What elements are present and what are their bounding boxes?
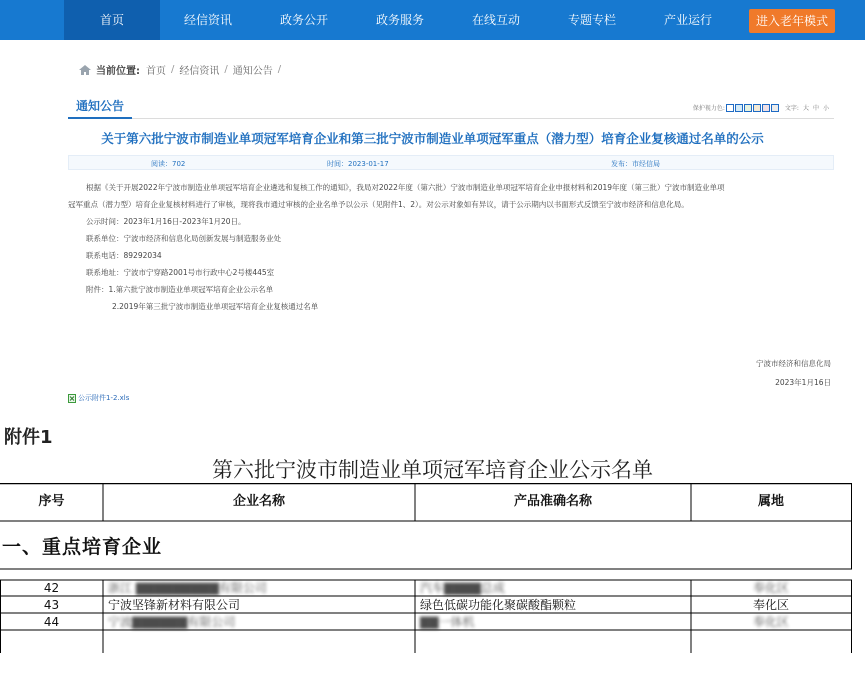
reading-tools xyxy=(693,103,829,112)
breadcrumb-separator: / xyxy=(224,64,228,75)
read-count: 阅读：702 xyxy=(151,160,186,168)
paragraph-line-2: 冠军重点（潜力型）培育企业复核材料进行了审核，现将我市通过审核的企业名单予以公示（见附件1、2）。对公示对象如有异议，请于公示期内以书面形式反馈至宁波市经济和信息化局。 xyxy=(68,200,689,209)
paragraph-line-1: 根据《关于开展2022年宁波市制造业单项冠军培育企业遴选和复核工作的通知》，我局对2022年度（第六批）宁波市制造业单项冠军培育企业申报材料和2019年度（第三批）宁波市制造业单项 xyxy=(86,183,725,192)
attachment-1: 附件：1.第六批宁波市制造业单项冠军培育企业公示名单 xyxy=(86,285,274,294)
elder-mode-button[interactable]: 进入老年模式 xyxy=(749,9,835,33)
color-swatch-gray[interactable] xyxy=(771,104,779,112)
attachment-file-link[interactable] xyxy=(68,393,129,403)
col-header-region: 属地 xyxy=(757,494,784,509)
eye-care-label: 保护视力色: xyxy=(692,105,725,112)
font-size-medium[interactable]: 中 xyxy=(812,105,819,112)
company-name: 宁波坚锋新材料有限公司 xyxy=(108,598,241,612)
annex-label: 附件1 xyxy=(4,427,53,448)
attachment-2: 2.2019年第三批宁波市制造业单项冠军培育企业复核通过名单 xyxy=(112,302,319,311)
col-header-no: 序号 xyxy=(38,494,65,509)
product-name: 汽车▇▇▇▇总成 xyxy=(420,581,505,595)
color-swatch-pink[interactable] xyxy=(762,104,770,112)
company-name: 宁波▇▇▇▇▇▇有限公司 xyxy=(108,615,236,629)
article-meta xyxy=(68,155,834,170)
group-title: 一、重点培育企业 xyxy=(2,536,163,558)
region: 奉化区 xyxy=(752,598,789,612)
col-header-product: 产品准确名称 xyxy=(513,494,592,509)
color-swatch-green[interactable] xyxy=(744,104,752,112)
color-swatch-white[interactable] xyxy=(726,104,734,112)
contact-address: 联系地址：宁波市宁穿路2001号市行政中心2号楼445室 xyxy=(86,268,275,277)
font-size-large[interactable]: 大 xyxy=(802,105,809,112)
nav-item-interaction[interactable]: 在线互动 xyxy=(471,13,520,27)
contact-phone: 联系电话：89292034 xyxy=(86,251,162,260)
breadcrumb-separator: / xyxy=(277,64,282,75)
breadcrumb-notices[interactable]: 通知公告 xyxy=(232,66,273,77)
publisher: 发布：市经信局 xyxy=(611,160,660,168)
publicity-period: 公示时间：2023年1月16日-2023年1月20日。 xyxy=(86,217,246,226)
row-number: 42 xyxy=(43,581,60,595)
article-title: 关于第六批宁波市制造业单项冠军培育企业和第三批宁波市制造业单项冠军重点（潜力型）培育企业复核通过名单的公示 xyxy=(101,131,764,146)
publish-time: 时间：2023-01-17 xyxy=(327,160,389,168)
breadcrumb-separator: / xyxy=(171,64,175,75)
nav-item-gov-service[interactable]: 政务服务 xyxy=(375,13,424,27)
breadcrumb-news[interactable]: 经信资讯 xyxy=(179,66,220,77)
breadcrumb xyxy=(78,62,286,77)
location-icon xyxy=(78,64,92,76)
excel-file-icon xyxy=(68,394,76,403)
color-swatch-blue[interactable] xyxy=(735,104,743,112)
contact-unit: 联系单位：宁波市经济和信息化局创新发展与制造服务业处 xyxy=(86,234,281,243)
section-divider xyxy=(68,118,834,119)
region: 奉化区 xyxy=(752,581,789,595)
nav-item-home[interactable]: 首页 xyxy=(64,0,160,40)
company-name: 浙江 ▇▇▇▇▇▇▇▇▇有限公司 xyxy=(108,581,267,595)
signature-org: 宁波市经济和信息化局 xyxy=(756,359,831,368)
nav-item-open-gov[interactable]: 政务公开 xyxy=(279,13,328,27)
col-header-company: 企业名称 xyxy=(232,494,285,509)
signature-date: 2023年1月16日 xyxy=(775,378,831,387)
attachment-file-name: 公示附件1-2.xls xyxy=(78,394,130,402)
section-tab-notices[interactable]: 通知公告 xyxy=(68,97,132,119)
nav-item-topics[interactable]: 专题专栏 xyxy=(567,13,616,27)
product-name: 绿色低碳功能化聚碳酸酯颗粒 xyxy=(420,598,577,612)
product-name: ▇▇一体机 xyxy=(420,615,475,629)
font-size-label: 文字: xyxy=(784,105,799,112)
sheet-title: 第六批宁波市制造业单项冠军培育企业公示名单 xyxy=(212,458,653,482)
top-nav xyxy=(0,0,865,40)
nav-item-news[interactable]: 经信资讯 xyxy=(183,13,232,27)
color-swatch-yellow[interactable] xyxy=(753,104,761,112)
region: 奉化区 xyxy=(752,615,789,629)
breadcrumb-home[interactable]: 首页 xyxy=(146,66,166,77)
font-size-small[interactable]: 小 xyxy=(822,105,829,112)
row-number: 43 xyxy=(43,598,60,612)
breadcrumb-label: 当前位置: xyxy=(96,66,140,77)
nav-item-industry[interactable]: 产业运行 xyxy=(663,13,712,27)
row-number: 44 xyxy=(43,615,60,629)
